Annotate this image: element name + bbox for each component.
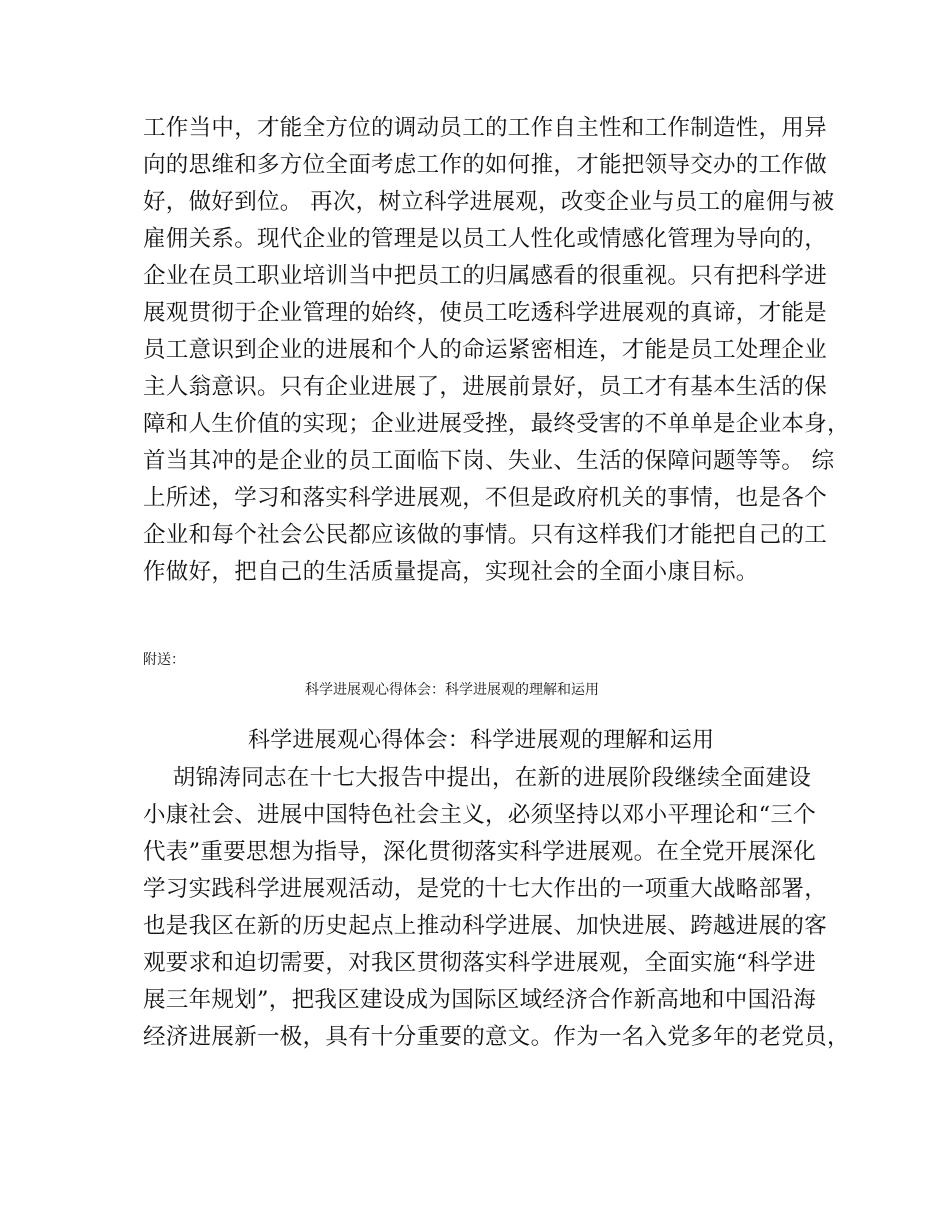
body-line-12: 企业和每个社会公民都应该做的事情。只有这样我们才能把自己的工 — [143, 522, 828, 548]
body-line-9: 障和人生价值的实现；企业进展受挫，最终受害的不单单是企业本身， — [143, 411, 850, 437]
body2-line-2: 小康社会、进展中国特色社会主义，必须坚持以邓小平理论和“三个 — [143, 802, 817, 828]
body-line-13: 作做好，把自己的生活质量提高，实现社会的全面小康目标。 — [143, 559, 759, 585]
body-line-8: 主人翁意识。只有企业进展了，进展前景好，员工才有基本生活的保 — [143, 374, 828, 400]
body2-line-3: 代表”重要思想为指导，深化贯彻落实科学进展观。在全党开展深化 — [143, 839, 817, 865]
body-line-11: 上所述，学习和落实科学进展观，不但是政府机关的事情，也是各个 — [143, 485, 828, 511]
body2-line-8: 经济进展新一极，具有十分重要的意文。作为一名入党多年的老党员， — [143, 1024, 850, 1050]
body-line-1: 工作当中，才能全方位的调动员工的工作自主性和工作制造性，用异 — [143, 115, 828, 141]
body-line-7: 员工意识到企业的进展和个人的命运紧密相连，才能是员工处理企业 — [143, 337, 828, 363]
body2-line-4: 学习实践科学进展观活动，是党的十七大作出的一项重大战略部署， — [143, 876, 828, 902]
body-line-5: 企业在员工职业培训当中把员工的归属感看的很重视。只有把科学进 — [143, 263, 828, 289]
body-line-2: 向的思维和多方位全面考虑工作的如何推，才能把领导交办的工作做 — [143, 152, 828, 178]
body-line-6: 展观贯彻于企业管理的始终，使员工吃透科学进展观的真谛，才能是 — [143, 300, 828, 326]
body-line-10: 首当其冲的是企业的员工面临下岗、失业、生活的保障问题等等。 综 — [143, 448, 835, 474]
body2-line-7: 展三年规划”，把我区建设成为国际区域经济合作新高地和中国沿海 — [143, 987, 817, 1013]
body2-line-5: 也是我区在新的历史起点上推动科学进展、加快进展、跨越进展的客 — [143, 913, 828, 939]
body-line-3: 好，做好到位。 再次，树立科学进展观，改变企业与员工的雇佣与被 — [143, 189, 835, 215]
appendix-label: 附送： — [143, 652, 185, 668]
section-title: 科学进展观心得体会：科学进展观的理解和运用 — [248, 728, 715, 753]
body2-line-6: 观要求和迫切需要，对我区贯彻落实科学进展观，全面实施“科学进 — [143, 950, 817, 976]
body-line-4: 雇佣关系。现代企业的管理是以员工人性化或情感化管理为导向的， — [143, 226, 828, 252]
appendix-small-title: 科学进展观心得体会：科学进展观的理解和运用 — [305, 682, 599, 698]
body2-line-1: 胡锦涛同志在十七大报告中提出，在新的进展阶段继续全面建设 — [143, 765, 812, 791]
